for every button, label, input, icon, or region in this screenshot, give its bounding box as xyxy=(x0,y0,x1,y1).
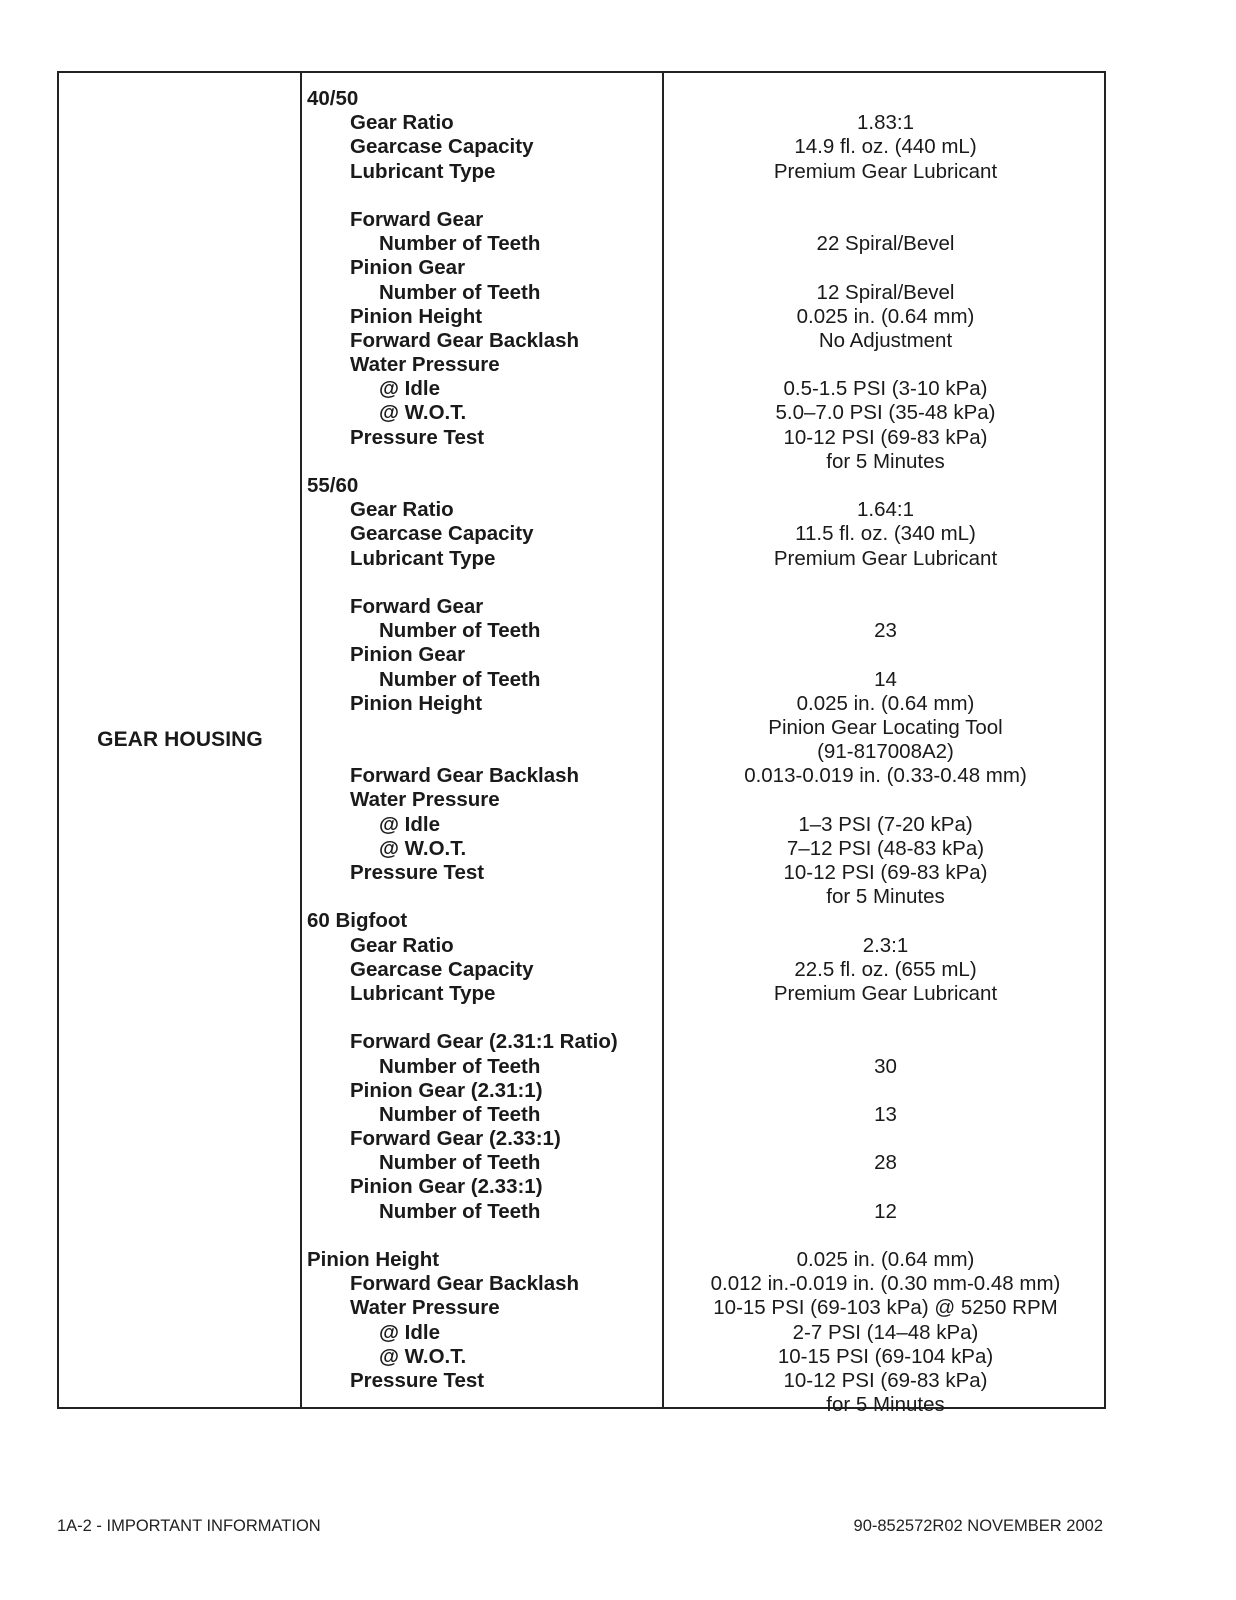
table-row xyxy=(59,982,1104,1006)
spec-label: Number of Teeth xyxy=(379,1199,541,1223)
spec-value: 14 xyxy=(874,667,897,691)
table-row xyxy=(59,668,1104,692)
table-row xyxy=(59,547,1104,571)
table-row xyxy=(59,1345,1104,1369)
spec-value: 0.025 in. (0.64 mm) xyxy=(796,691,975,715)
spec-label: @ Idle xyxy=(379,1320,440,1344)
spec-value: 7–12 PSI (48-83 kPa) xyxy=(786,836,985,860)
table-row xyxy=(59,595,1104,619)
spec-label: Water Pressure xyxy=(350,788,500,812)
spec-label: Pressure Test xyxy=(350,1368,485,1392)
spec-value: 14.9 fl. oz. (440 mL) xyxy=(794,135,977,159)
table-row xyxy=(59,232,1104,256)
table-row xyxy=(59,909,1104,933)
spec-value: 0.5-1.5 PSI (3-10 kPa) xyxy=(783,377,988,401)
table-row xyxy=(59,837,1104,861)
spec-label: @ Idle xyxy=(379,812,440,836)
table-row xyxy=(59,87,1104,111)
table-row xyxy=(59,377,1104,401)
table-row xyxy=(59,1369,1104,1393)
table-row xyxy=(59,1079,1104,1103)
spec-label: Pinion Height xyxy=(350,304,483,328)
table-row xyxy=(59,1006,1104,1030)
spec-value: 10-12 PSI (69-83 kPa) xyxy=(783,1368,988,1392)
spec-label: Number of Teeth xyxy=(379,1054,541,1078)
spec-label: Lubricant Type xyxy=(350,159,496,183)
table-row xyxy=(59,1296,1104,1320)
table-row xyxy=(59,426,1104,450)
spec-value: for 5 Minutes xyxy=(826,1393,945,1417)
spec-label: Gear Ratio xyxy=(350,111,454,135)
table-row xyxy=(59,353,1104,377)
spec-label: Forward Gear xyxy=(350,594,484,618)
spec-value: 22.5 fl. oz. (655 mL) xyxy=(794,957,977,981)
spec-label: Pinion Height xyxy=(350,691,483,715)
spec-label: Pressure Test xyxy=(350,425,485,449)
section-label: GEAR HOUSING xyxy=(97,728,263,751)
spec-value: 12 Spiral/Bevel xyxy=(816,280,955,304)
table-row xyxy=(59,958,1104,982)
spec-value: 10-12 PSI (69-83 kPa) xyxy=(783,425,988,449)
table-row xyxy=(59,692,1104,716)
table-row xyxy=(59,861,1104,885)
spec-label: Forward Gear xyxy=(350,207,484,231)
spec-label: Pinion Gear (2.33:1) xyxy=(350,1175,543,1199)
spec-label: 60 Bigfoot xyxy=(307,909,408,933)
table-row xyxy=(59,716,1104,740)
table-row xyxy=(59,1321,1104,1345)
table-row xyxy=(59,281,1104,305)
spec-label: Pressure Test xyxy=(350,861,485,884)
spec-value: 1.83:1 xyxy=(857,111,914,135)
table-row xyxy=(59,474,1104,498)
spec-label: Gearcase Capacity xyxy=(350,522,534,546)
spec-value: 30 xyxy=(874,1054,897,1078)
spec-value: Pinion Gear Locating Tool xyxy=(768,715,1003,739)
spec-label: @ Idle xyxy=(379,377,440,401)
spec-label: Pinion Gear xyxy=(350,256,466,280)
spec-label: Forward Gear (2.33:1) xyxy=(350,1127,561,1151)
table-row xyxy=(59,208,1104,232)
table-row xyxy=(59,571,1104,595)
spec-label: Gearcase Capacity xyxy=(350,135,534,159)
table-row xyxy=(59,1151,1104,1175)
table-row xyxy=(59,305,1104,329)
spec-label: Gear Ratio xyxy=(350,933,454,957)
table-row xyxy=(59,498,1104,522)
spec-label: Forward Gear Backlash xyxy=(350,764,580,788)
spec-value: 28 xyxy=(874,1151,897,1175)
table-row xyxy=(59,788,1104,812)
spec-value: 13 xyxy=(874,1102,897,1126)
spec-label: Number of Teeth xyxy=(379,667,541,691)
table-row xyxy=(59,184,1104,208)
spec-label: 55/60 xyxy=(307,474,359,497)
table-row xyxy=(59,401,1104,425)
spec-label: Pinion Height xyxy=(307,1248,440,1271)
specification-table xyxy=(57,71,1106,1417)
spec-label: @ W.O.T. xyxy=(379,836,467,860)
spec-value: 10-15 PSI (69-104 kPa) xyxy=(777,1344,994,1368)
footer-page-label: 1A-2 - IMPORTANT INFORMATION xyxy=(57,1517,321,1535)
table-row xyxy=(59,1224,1104,1248)
table-row xyxy=(59,764,1104,788)
spec-value: for 5 Minutes xyxy=(826,449,945,473)
table-row xyxy=(59,256,1104,280)
spec-rows xyxy=(59,87,1104,1417)
spec-label: Lubricant Type xyxy=(350,546,496,570)
spec-label: Number of Teeth xyxy=(379,280,541,304)
spec-value: for 5 Minutes xyxy=(826,885,945,909)
spec-value: 0.025 in. (0.64 mm) xyxy=(796,304,975,328)
table-row xyxy=(59,1103,1104,1127)
spec-label: @ W.O.T. xyxy=(379,1344,467,1368)
table-row xyxy=(59,1272,1104,1296)
spec-value: 12 xyxy=(874,1199,897,1223)
spec-value: 10-12 PSI (69-83 kPa) xyxy=(783,861,988,884)
table-row xyxy=(59,813,1104,837)
spec-value: Premium Gear Lubricant xyxy=(773,981,998,1005)
spec-value: 2-7 PSI (14–48 kPa) xyxy=(792,1320,979,1344)
table-row xyxy=(59,1248,1104,1272)
spec-label: Water Pressure xyxy=(350,1296,500,1320)
table-row xyxy=(59,740,1104,764)
spec-value: 22 Spiral/Bevel xyxy=(816,232,955,256)
spec-value: Premium Gear Lubricant xyxy=(773,159,998,183)
table-row xyxy=(59,643,1104,667)
footer-doc-number: 90-852572R02 NOVEMBER 2002 xyxy=(853,1517,1103,1535)
table-row xyxy=(59,1030,1104,1054)
spec-label: Number of Teeth xyxy=(379,1102,541,1126)
spec-label: Forward Gear (2.31:1 Ratio) xyxy=(350,1030,618,1054)
spec-label: Water Pressure xyxy=(350,353,500,377)
spec-value: 5.0–7.0 PSI (35-48 kPa) xyxy=(775,401,996,425)
spec-label: Number of Teeth xyxy=(379,619,541,643)
table-row xyxy=(59,450,1104,474)
spec-value: 2.3:1 xyxy=(862,933,909,957)
table-row xyxy=(59,934,1104,958)
spec-value: (91-817008A2) xyxy=(817,740,954,764)
table-row xyxy=(59,1175,1104,1199)
spec-label: @ W.O.T. xyxy=(379,401,467,425)
spec-value: 10-15 PSI (69-103 kPa) @ 5250 RPM xyxy=(713,1296,1058,1320)
spec-label: Lubricant Type xyxy=(350,981,496,1005)
spec-value: 1–3 PSI (7-20 kPa) xyxy=(798,812,973,836)
table-row xyxy=(59,135,1104,159)
table-row xyxy=(59,329,1104,353)
spec-value: 0.025 in. (0.64 mm) xyxy=(796,1248,975,1271)
spec-label: Number of Teeth xyxy=(379,232,541,256)
spec-value: 11.5 fl. oz. (340 mL) xyxy=(795,522,976,546)
table-row xyxy=(59,1127,1104,1151)
spec-value: 23 xyxy=(874,619,897,643)
spec-label: Forward Gear Backlash xyxy=(350,328,580,352)
spec-value: No Adjustment xyxy=(818,328,953,352)
spec-label: 40/50 xyxy=(307,87,359,110)
spec-label: Number of Teeth xyxy=(379,1151,541,1175)
spec-value: Premium Gear Lubricant xyxy=(773,546,998,570)
spec-label: Gear Ratio xyxy=(350,498,454,522)
spec-label: Pinion Gear xyxy=(350,643,466,667)
table-row xyxy=(59,619,1104,643)
spec-label: Gearcase Capacity xyxy=(350,957,534,981)
table-row xyxy=(59,1200,1104,1224)
spec-value: 0.012 in.-0.019 in. (0.30 mm-0.48 mm) xyxy=(710,1272,1061,1296)
spec-label: Forward Gear Backlash xyxy=(350,1272,580,1296)
table-row xyxy=(59,1393,1104,1417)
table-row xyxy=(59,111,1104,135)
table-row xyxy=(59,1055,1104,1079)
spec-value: 1.64:1 xyxy=(857,498,914,522)
table-row xyxy=(59,522,1104,546)
table-row xyxy=(59,160,1104,184)
table-row xyxy=(59,885,1104,909)
spec-value: 0.013-0.019 in. (0.33-0.48 mm) xyxy=(744,764,1027,788)
spec-label: Pinion Gear (2.31:1) xyxy=(350,1078,543,1102)
